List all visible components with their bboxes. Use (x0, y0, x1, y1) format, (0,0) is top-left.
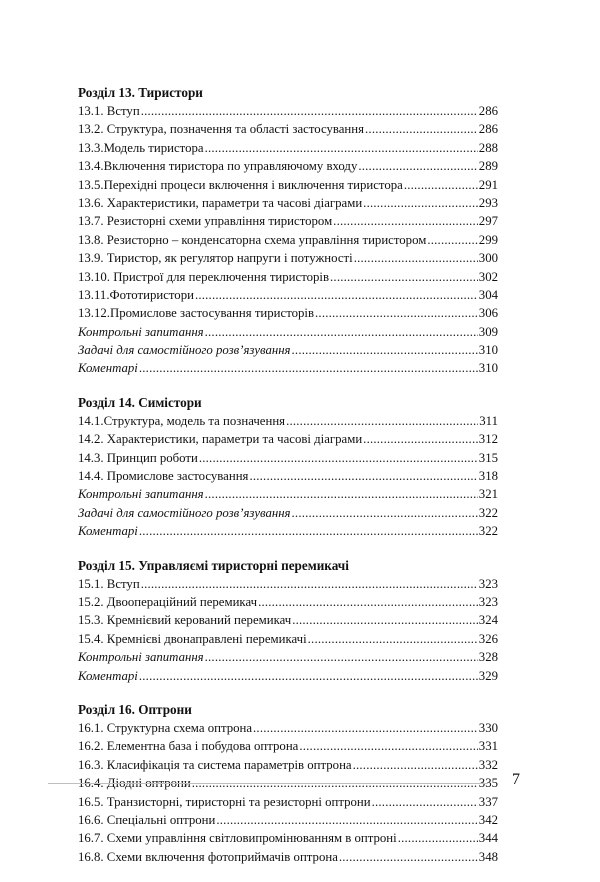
entry-title: Контрольні запитання (78, 324, 204, 339)
toc-entry (78, 249, 498, 267)
entry-page-number: 324 (478, 613, 498, 628)
section-title: Розділ 16. Оптрони (78, 701, 192, 717)
entry-page-number: 304 (478, 287, 498, 302)
entry-title: Коментарі (78, 668, 138, 683)
dot-leader (258, 593, 478, 611)
entry-page-number: 342 (478, 812, 498, 827)
toc-entry (78, 139, 498, 157)
entry-title: Задачі для самостійного розв’язування (78, 343, 291, 358)
entry-title: 13.5.Перехідні процеси включення і виключення тиристора (78, 177, 403, 192)
toc-entry (78, 231, 498, 249)
entry-title: 13.4.Включення тиристора по управляючому входу (78, 159, 358, 174)
dot-leader (292, 504, 478, 522)
entry-page-number: 293 (478, 195, 498, 210)
entry-page-number: 322 (478, 524, 498, 539)
dot-leader (404, 176, 478, 194)
toc-entry (78, 485, 498, 503)
toc-entry (78, 157, 498, 175)
entry-title: Контрольні запитання (78, 650, 204, 665)
entry-title: 16.3. Класифікація та система параметрів оптрона (78, 757, 352, 772)
dot-leader (354, 249, 478, 267)
entry-title: 13.1. Вступ (78, 104, 140, 118)
toc-entry (78, 176, 498, 194)
entry-page-number: 348 (478, 849, 498, 864)
dot-leader (363, 194, 478, 212)
entry-title: 16.6. Спеціальні оптрони (78, 812, 216, 827)
toc-entry (78, 212, 498, 230)
toc-entry (78, 120, 498, 138)
entry-title: Коментарі (78, 361, 138, 376)
entry-page-number: 299 (478, 232, 498, 247)
toc-entry (78, 286, 498, 304)
dot-leader (141, 102, 478, 120)
section-title: Розділ 13. Тиристори (78, 85, 203, 100)
entry-title: 15.2. Двоопераційний перемикач (78, 594, 258, 609)
entry-page-number: 310 (478, 361, 498, 376)
entry-title: 16.7. Схеми управління світловипромінюванням в оптроні (78, 831, 397, 846)
section-title: Розділ 14. Симістори (78, 394, 202, 410)
entry-title: 13.7. Резисторні схеми управління тиристором (78, 214, 333, 229)
dot-leader (205, 485, 478, 503)
toc-entry (78, 323, 498, 341)
entry-page-number: 300 (478, 251, 498, 266)
entry-title: 16.1. Структурна схема оптрона (78, 720, 253, 735)
entry-page-number: 329 (478, 668, 498, 683)
entry-title: 13.8. Резисторно – конденсаторна схема управління тиристором (78, 232, 427, 247)
toc-entry (78, 829, 498, 847)
toc-entry (78, 756, 498, 774)
toc-section (78, 557, 498, 685)
toc-entry (78, 793, 498, 811)
entry-title: Контрольні запитання (78, 487, 204, 502)
dot-leader (353, 756, 478, 774)
toc-entry (78, 504, 498, 522)
entry-title: 13.9. Тиристор, як регулятор напруги і потужності (78, 251, 353, 266)
toc-entry (78, 430, 498, 448)
entry-title: 16.4. Діодні оптрони (78, 776, 191, 791)
entry-title: 13.2. Структура, позначення та області застосування (78, 122, 365, 137)
dot-leader (253, 719, 478, 737)
entry-page-number: 330 (478, 720, 498, 735)
entry-title: 13.10. Пристрої для переключення тиристорів (78, 269, 330, 284)
entry-title: 14.2. Характеристики, параметри та часові діаграми (78, 432, 363, 447)
section-title: Розділ 15. Управляємі тиристорні перемикачі (78, 557, 349, 573)
entry-page-number: 306 (478, 306, 498, 321)
toc-entry (78, 811, 498, 829)
entry-page-number: 315 (478, 450, 498, 465)
toc-entry (78, 593, 498, 611)
dot-leader (363, 430, 478, 448)
toc-entry (78, 194, 498, 212)
dot-leader (372, 793, 478, 811)
entry-title: 13.11.Фототиристори (78, 287, 194, 302)
toc-entry (78, 467, 498, 485)
dot-leader (139, 522, 478, 540)
toc-entry (78, 102, 498, 120)
page-number: 7 (512, 771, 520, 788)
entry-title: 13.3.Модель тиристора (78, 140, 204, 155)
table-of-contents (78, 84, 498, 882)
toc-entry (78, 522, 498, 540)
entry-title: 15.1. Вступ (78, 576, 140, 591)
dot-leader (249, 467, 477, 485)
toc-entry (78, 667, 498, 685)
dot-leader (315, 304, 478, 322)
entry-page-number: 302 (478, 269, 498, 284)
dot-leader (339, 848, 478, 866)
toc-entry (78, 341, 498, 359)
entry-page-number: 289 (478, 159, 498, 174)
entry-page-number: 321 (478, 487, 498, 502)
entry-title: 13.6. Характеристики, параметри та часові діаграми (78, 195, 363, 210)
dot-leader (286, 412, 478, 430)
entry-page-number: 286 (478, 122, 498, 137)
entry-page-number: 337 (478, 794, 498, 809)
toc-section (78, 394, 498, 541)
entry-page-number: 332 (478, 757, 498, 772)
entry-page-number: 309 (478, 324, 498, 339)
entry-page-number: 311 (479, 413, 498, 428)
entry-page-number: 312 (478, 432, 498, 447)
dot-leader (205, 323, 478, 341)
dot-leader (330, 268, 478, 286)
toc-entry (78, 630, 498, 648)
toc-entry (78, 575, 498, 593)
entry-page-number: 328 (478, 650, 498, 665)
entry-page-number: 297 (478, 214, 498, 229)
toc-entry (78, 412, 498, 430)
dot-leader (205, 648, 478, 666)
entry-page-number: 322 (478, 505, 498, 520)
entry-page-number: 323 (478, 576, 498, 591)
entry-page-number: 326 (478, 631, 498, 646)
dot-leader (365, 120, 478, 138)
entry-title: 15.4. Кремнієві двонаправлені перемикачі (78, 631, 307, 646)
footer-divider (48, 783, 488, 784)
entry-title: 14.3. Принцип роботи (78, 450, 198, 465)
toc-entry (78, 611, 498, 629)
entry-title: Коментарі (78, 524, 138, 539)
entry-title: 16.2. Елементна база і побудова оптрона (78, 739, 299, 754)
entry-page-number: 318 (478, 469, 498, 484)
dot-leader (139, 667, 478, 685)
entry-page-number: 310 (478, 343, 498, 358)
dot-leader (139, 359, 478, 377)
entry-page-number: 291 (478, 177, 498, 192)
entry-page-number: 288 (478, 140, 498, 155)
entry-page-number: 286 (478, 104, 498, 118)
toc-entry (78, 737, 498, 755)
toc-entry (78, 719, 498, 737)
entry-title: 16.5. Транзисторні, тиристорні та резисторні оптрони (78, 794, 371, 809)
entry-page-number: 344 (478, 831, 498, 846)
entry-title: Задачі для самостійного розв’язування (78, 505, 291, 520)
entry-title: 13.12.Промислове застосування тиристорів (78, 306, 315, 321)
dot-leader (427, 231, 477, 249)
toc-entry (78, 304, 498, 322)
entry-title: 14.4. Промислове застосування (78, 469, 249, 484)
dot-leader (299, 737, 477, 755)
toc-entry (78, 268, 498, 286)
dot-leader (333, 212, 478, 230)
dot-leader (216, 811, 477, 829)
dot-leader (205, 139, 478, 157)
toc-entry (78, 359, 498, 377)
dot-leader (398, 829, 478, 847)
dot-leader (292, 611, 478, 629)
dot-leader (358, 157, 477, 175)
toc-entry (78, 648, 498, 666)
toc-entry (78, 848, 498, 866)
entry-page-number: 331 (478, 739, 498, 754)
dot-leader (195, 286, 478, 304)
dot-leader (308, 630, 478, 648)
dot-leader (199, 449, 478, 467)
dot-leader (141, 575, 478, 593)
entry-title: 14.1.Структура, модель та позначення (78, 413, 286, 428)
entry-title: 15.3. Кремнієвий керований перемикач (78, 613, 292, 628)
entry-title: 16.8. Схеми включення фотоприймачів оптрона (78, 849, 338, 864)
toc-entry (78, 449, 498, 467)
entry-page-number: 323 (478, 594, 498, 609)
toc-section (78, 84, 498, 378)
entry-page-number: 335 (478, 776, 498, 791)
dot-leader (292, 341, 478, 359)
